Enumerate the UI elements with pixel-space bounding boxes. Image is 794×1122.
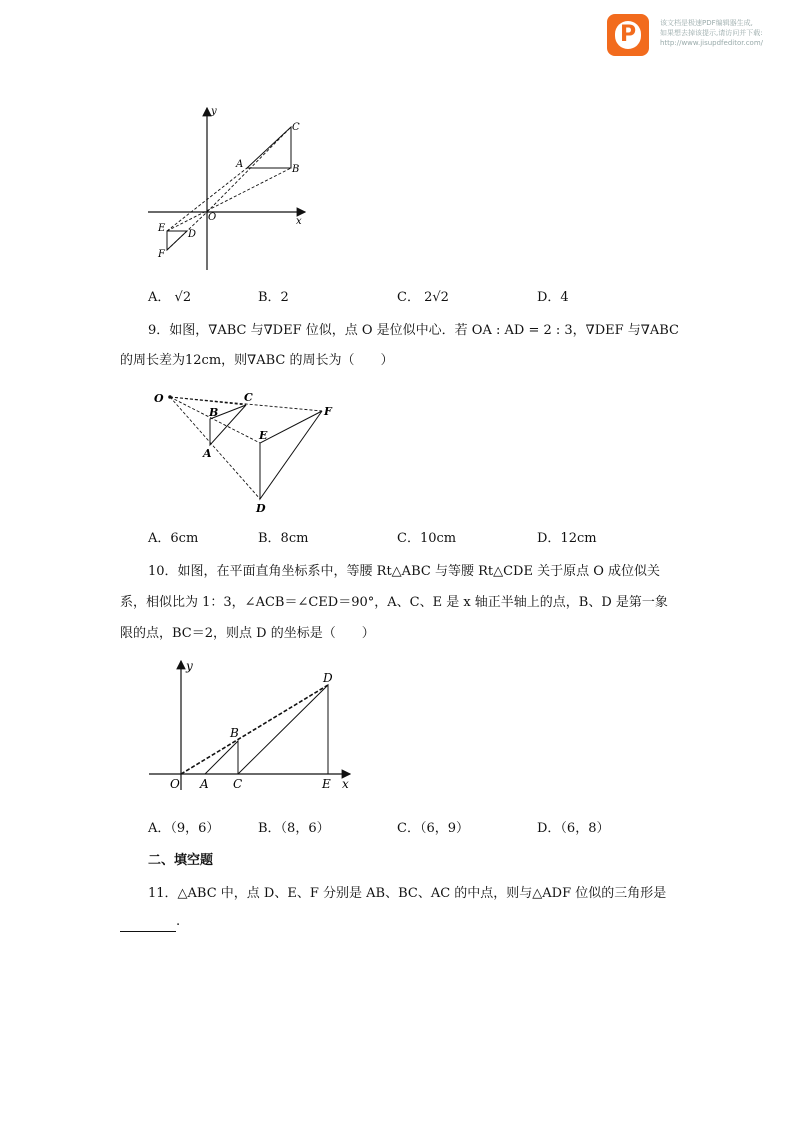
q9-option-b: B．8cm (258, 531, 309, 546)
watermark-text (660, 18, 763, 48)
triangle-def (167, 231, 187, 250)
watermark-line-3: http://www.jisupdfeditor.com/ (660, 39, 764, 47)
q8-option-d: D．4 (537, 290, 569, 305)
label-d: D (188, 229, 197, 240)
q8-option-a (148, 288, 191, 308)
pdf-editor-logo (607, 14, 649, 56)
watermark-line-2: 如果想去掉该提示,请访问并下载: (660, 29, 763, 37)
label-y: y (211, 106, 217, 117)
point-o (168, 395, 172, 399)
q10-text-line-2: 系，相似比为 1：3，∠ACB＝∠CED＝90°，A、C、E 是 x 轴正半轴上的点，B、D 是第一象 (120, 595, 668, 610)
q11-blank[interactable] (120, 917, 176, 932)
label-c: C (244, 391, 253, 404)
triangle-cde (238, 685, 328, 774)
q11-end: . (176, 914, 181, 929)
triangle-def (260, 411, 322, 499)
q10-option-d: D．（6，8） (537, 821, 610, 836)
dashed-line-ob (167, 168, 291, 231)
label-o: O (208, 212, 217, 223)
label-a: A (203, 447, 212, 460)
q9-text-line-2: 的周长差为12cm，则∇ABC 的周长为（ ） (120, 353, 394, 368)
triangle-abc (205, 741, 238, 774)
q8-option-a-prefix: A． (148, 290, 171, 305)
label-b: B (230, 726, 239, 740)
label-d: D (323, 671, 333, 685)
label-o: O (154, 392, 164, 405)
label-c: C (233, 777, 243, 791)
label-e: E (158, 223, 166, 234)
dashed-line-od (181, 685, 328, 774)
q10-option-b: B．（8，6） (258, 821, 330, 836)
q10-option-c: C．（6，9） (397, 821, 469, 836)
q9-text-line-1: 9．如图，∇ABC 与∇DEF 位似，点 O 是位似中心．若 OA : AD = 2 : 3，∇DEF 与∇ABC (148, 323, 680, 338)
label-e: E (259, 429, 268, 442)
q8-option-c (397, 288, 449, 308)
q8-option-c-value: 2√2 (424, 290, 449, 305)
label-y: y (186, 659, 193, 673)
label-f: F (158, 249, 165, 260)
q8-option-a-value: √2 (174, 290, 192, 305)
q10-text-line-1: 10．如图，在平面直角坐标系中，等腰 Rt△ABC 与等腰 Rt△CDE 关于原点 O 成位似关 (148, 564, 661, 579)
q8-option-b: B．2 (258, 290, 289, 305)
watermark-line-1: 该文档是极速PDF编辑器生成, (660, 19, 753, 27)
section-title-fill-in: 二、填空题 (148, 853, 214, 868)
label-b: B (292, 164, 300, 175)
figure-q9 (150, 385, 350, 520)
label-d: D (256, 502, 266, 515)
q9-option-a: A．6cm (148, 531, 199, 546)
q11-answer-line (120, 912, 180, 932)
dashed-line-oc (207, 127, 291, 212)
label-a: A (200, 777, 209, 791)
q9-option-d: D．12cm (537, 531, 597, 546)
label-a: A (236, 159, 244, 170)
q11-text-line-1: 11．△ABC 中，点 D、E、F 分别是 AB、BC、AC 的中点，则与△ADF 位似的三角形是 (148, 886, 667, 901)
figure-q10 (145, 655, 360, 795)
label-f: F (324, 405, 332, 418)
label-c: C (292, 122, 300, 133)
figure-q8 (140, 100, 320, 275)
q8-option-c-prefix: C． (397, 290, 420, 305)
label-e: E (322, 777, 331, 791)
dashed-line-oc (170, 397, 246, 405)
label-b: B (209, 406, 219, 419)
q10-text-line-3: 限的点，BC＝2，则点 D 的坐标是（ ） (120, 626, 375, 641)
q9-option-c: C．10cm (397, 531, 457, 546)
label-x: x (342, 777, 349, 791)
logo-letter: P (615, 21, 641, 49)
q10-option-a: A．（9，6） (148, 821, 220, 836)
label-o: O (170, 777, 180, 791)
label-x: x (296, 216, 302, 227)
